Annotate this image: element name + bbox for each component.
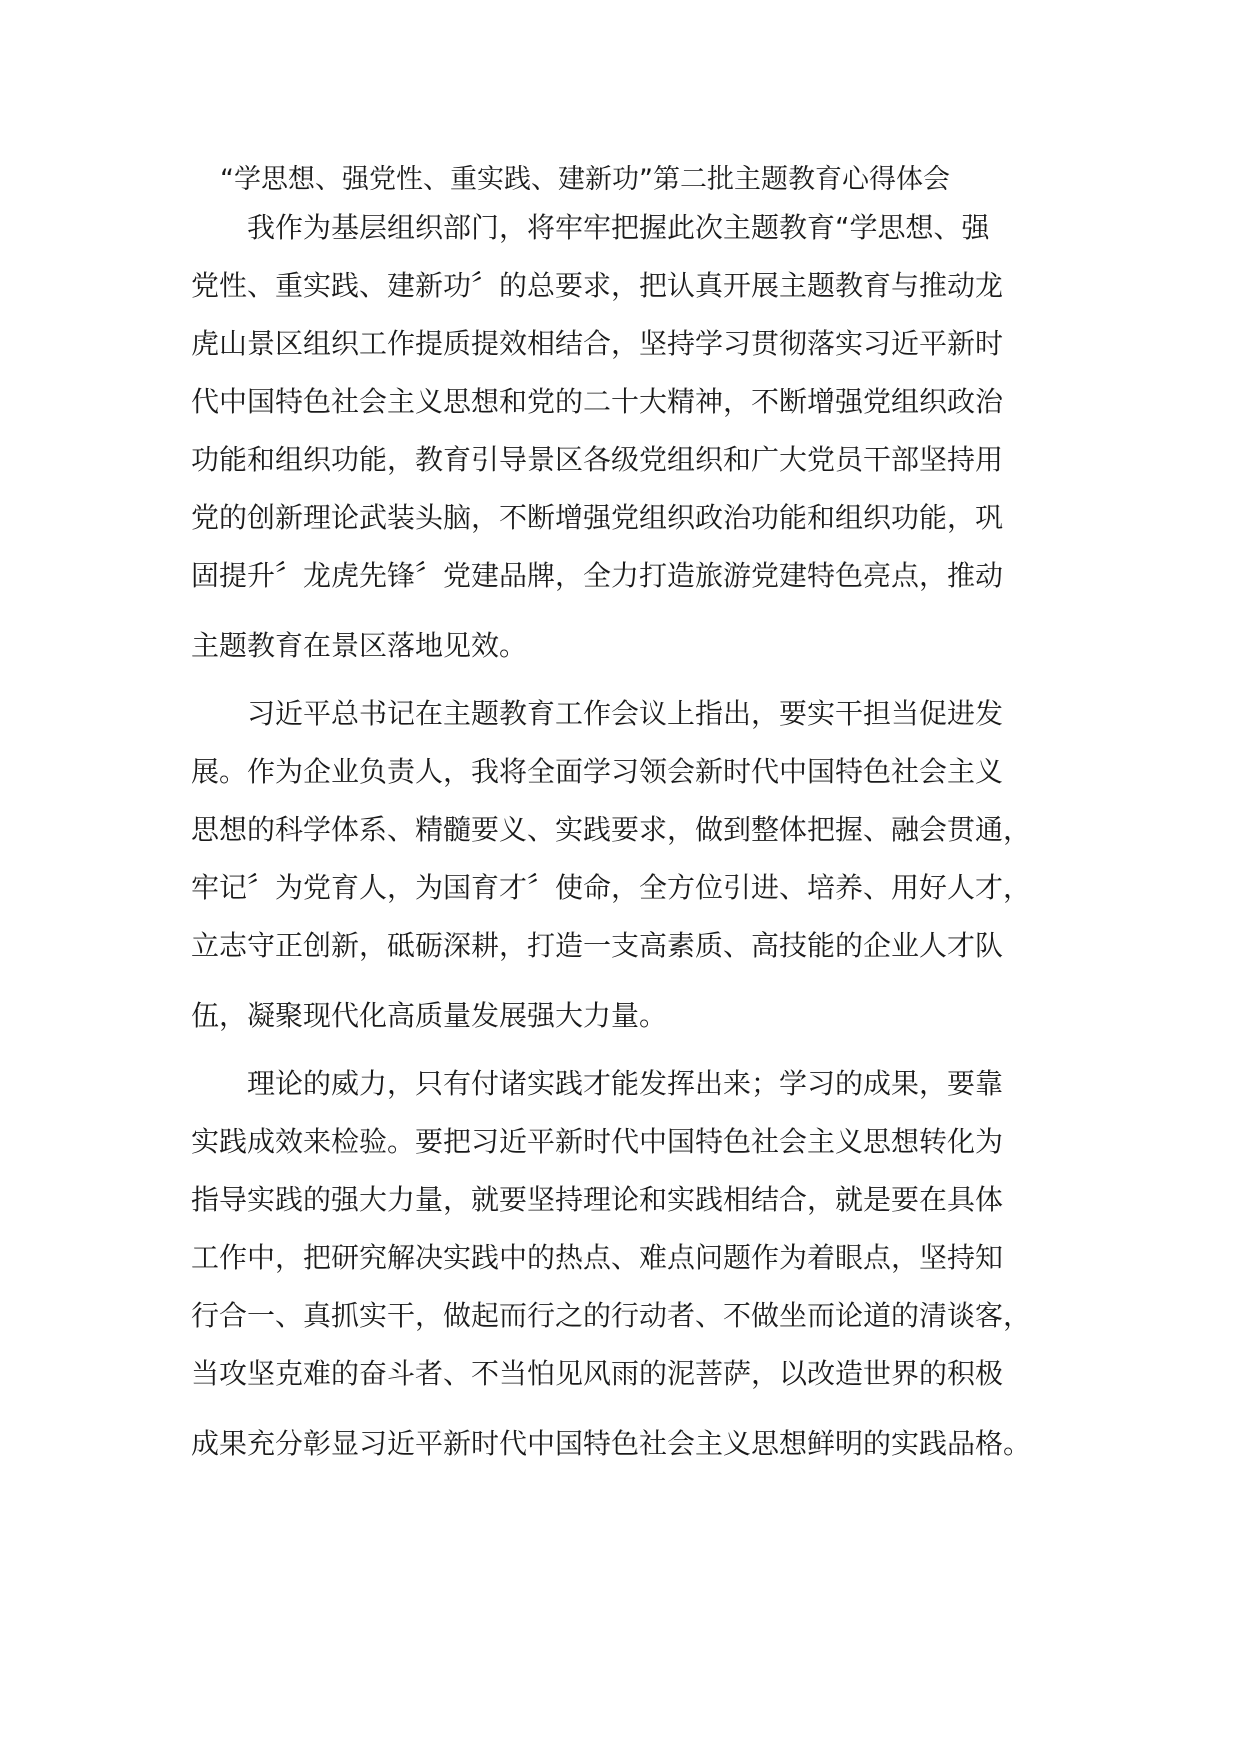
text-line: 理论的威力，只有付诸实践才能发挥出来；学习的成果，要靠 [247, 1067, 1004, 1100]
text-line: 党性、重实践、建新功〞的总要求，把认真开展主题教育与推动龙 [191, 269, 1004, 302]
text-line: 成果充分彰显习近平新时代中国特色社会主义思想鲜明的实践品格。 [191, 1427, 1032, 1460]
text-line: 主题教育在景区落地见效。 [191, 629, 528, 662]
text-line: 我作为基层组织部门，将牢牢把握此次主题教育“学思想、强 [247, 211, 990, 244]
text-line: 功能和组织功能，教育引导景区各级党组织和广大党员干部坚持用 [191, 443, 1004, 476]
text-line: 思想的科学体系、精髓要义、实践要求，做到整体把握、融会贯通， [191, 813, 1032, 846]
text-line: 党的创新理论武装头脑，不断增强党组织政治功能和组织功能，巩 [191, 501, 1004, 534]
text-line: 实践成效来检验。要把习近平新时代中国特色社会主义思想转化为 [191, 1125, 1004, 1158]
text-line: 固提升〞龙虎先锋〞党建品牌，全力打造旅游党建特色亮点，推动 [191, 559, 1004, 592]
text-line: 指导实践的强大力量，就要坚持理论和实践相结合，就是要在具体 [191, 1183, 1004, 1216]
text-line: 行合一、真抓实干，做起而行之的行动者、不做坐而论道的清谈客， [191, 1299, 1032, 1332]
text-line: 代中国特色社会主义思想和党的二十大精神，不断增强党组织政治 [191, 385, 1004, 418]
text-line: 牢记〞为党育人，为国育才〞使命，全方位引进、培养、用好人才， [191, 871, 1032, 904]
document-title: “学思想、强党性、重实践、建新功”第二批主题教育心得体会 [220, 164, 950, 195]
text-line: 工作中，把研究解决实践中的热点、难点问题作为着眼点，坚持知 [191, 1241, 1004, 1274]
text-line: 虎山景区组织工作提质提效相结合，坚持学习贯彻落实习近平新时 [191, 327, 1004, 360]
text-line: 立志守正创新，砥砺深耕，打造一支高素质、高技能的企业人才队 [191, 929, 1004, 962]
text-line: 展。作为企业负责人，我将全面学习领会新时代中国特色社会主义 [191, 755, 1004, 788]
text-line: 当攻坚克难的奋斗者、不当怕见风雨的泥菩萨，以改造世界的积极 [191, 1357, 1004, 1390]
text-line: 伍，凝聚现代化高质量发展强大力量。 [191, 999, 668, 1032]
text-line: 习近平总书记在主题教育工作会议上指出，要实干担当促进发 [247, 697, 1004, 730]
